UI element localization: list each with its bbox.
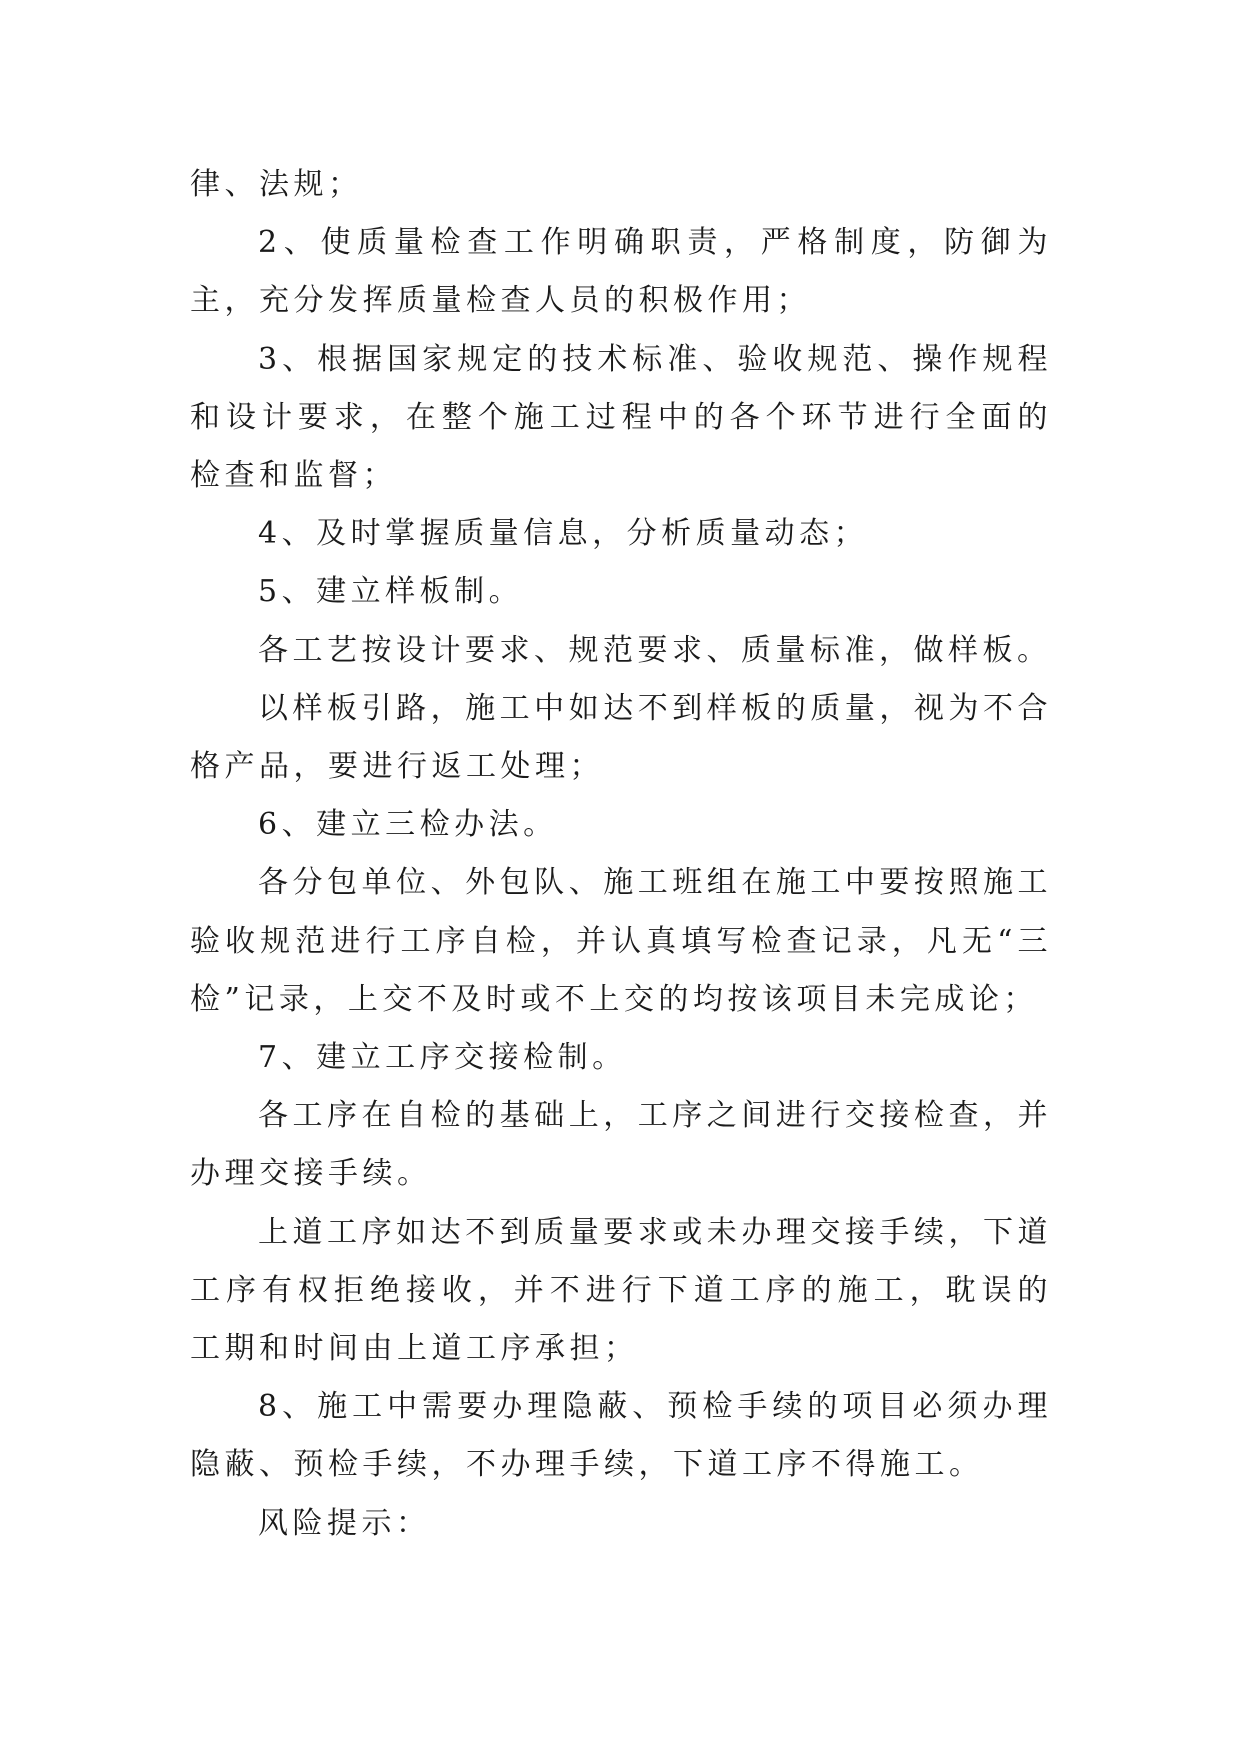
paragraph-3: 3、根据国家规定的技术标准、验收规范、操作规程和设计要求，在整个施工过程中的各个环节进行全面的检查和监督； [190,341,1052,494]
paragraph-2: 2、使质量检查工作明确职责，严格制度，防御为主，充分发挥质量检查人员的积极作用； [190,225,1052,319]
paragraph-14: 风险提示： [258,1505,431,1541]
paragraph-5: 5、建立样板制。 [258,574,524,610]
paragraph-6: 各工艺按设计要求、规范要求、质量标准，做样板。 [258,632,1052,668]
document-body [190,156,1052,1553]
paragraph-10: 7、建立工序交接检制。 [258,1040,627,1076]
paragraph-8: 6、建立三检办法。 [258,807,558,843]
paragraph-13: 8、施工中需要办理隐蔽、预检手续的项目必须办理隐蔽、预检手续，不办理手续，下道工序不得施工。 [190,1389,1052,1483]
paragraph-12: 上道工序如达不到质量要求或未办理交接手续，下道工序有权拒绝接收，并不进行下道工序的施工，耽误的工期和时间由上道工序承担； [190,1214,1052,1367]
paragraph-11: 各工序在自检的基础上，工序之间进行交接检查，并办理交接手续。 [190,1098,1052,1192]
paragraph-4: 4、及时掌握质量信息，分析质量动态； [258,516,869,552]
paragraph-9: 各分包单位、外包队、施工班组在施工中要按照施工验收规范进行工序自检，并认真填写检查记录，凡无“三检”记录，上交不及时或不上交的均按该项目未完成论； [190,865,1052,1017]
paragraph-7: 以样板引路，施工中如达不到样板的质量，视为不合格产品，要进行返工处理； [190,690,1052,785]
paragraph-1: 律、法规； [190,167,363,202]
